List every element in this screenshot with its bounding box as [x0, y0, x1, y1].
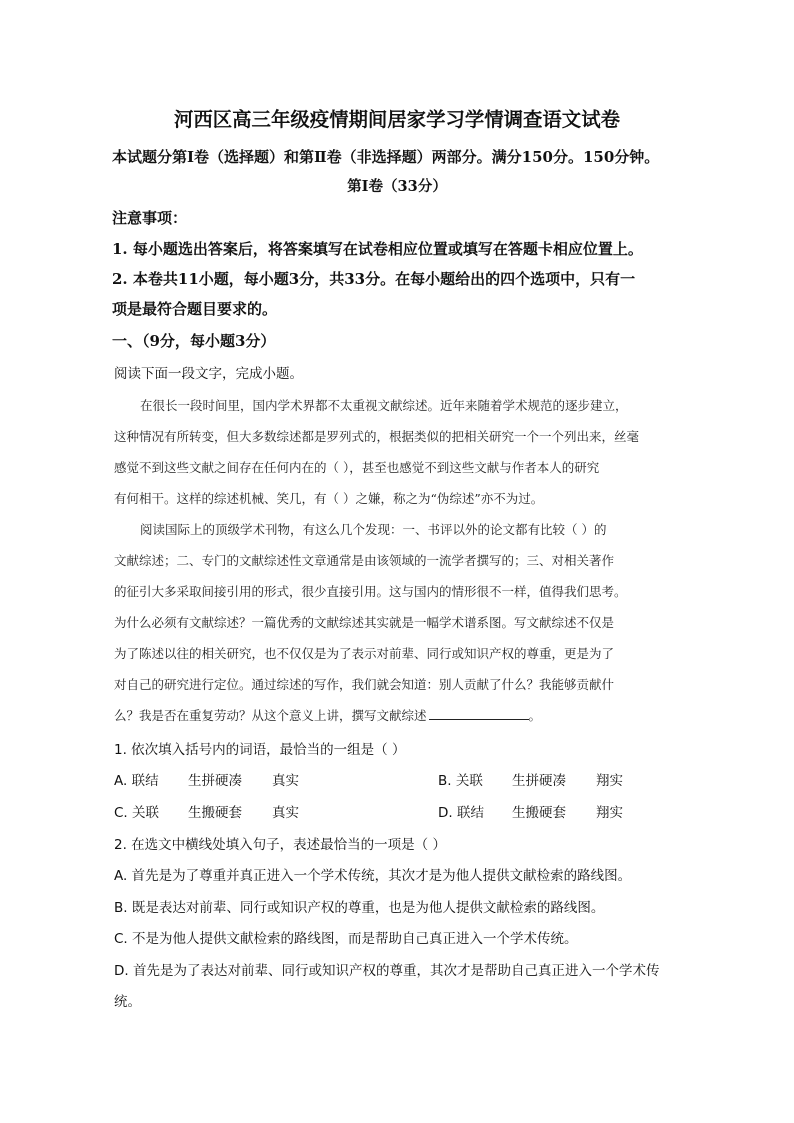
passage-line: 在很长一段时间里，国内学术界都不太重视文献综述。近年来随着学术规范的逐步建立， [140, 398, 628, 413]
passage-line: 感觉不到这些文献之间存在任何内在的（ ），甚至也感觉不到这些文献与作者本人的研究 [114, 460, 600, 475]
notice-heading: 注意事项： [112, 209, 188, 227]
q2-option-c: C. 不是为他人提供文献检索的路线图，而是帮助自己真正进入一个学术传统。 [114, 931, 578, 947]
passage-line: 的征引大多采取间接引用的形式，很少直接引用。这与国内的情形很不一样，值得我们思考。 [114, 584, 627, 599]
q2-option-d-line-2: 统。 [114, 994, 141, 1010]
q1-option-a-word-3: 真实 [272, 773, 299, 789]
q1-option-c-word-2: 生搬硬套 [188, 805, 242, 821]
notice-item-2-line-2: 项是最符合题目要求的。 [112, 300, 278, 318]
q1-option-d: D. 联结 [438, 805, 484, 821]
passage-line: 为什么必须有文献综述？一篇优秀的文献综述其实就是一幅学术谱系图。写文献综述不仅是 [114, 615, 615, 630]
volume-title: 第Ⅰ卷（33分） [347, 178, 447, 195]
notice-item-1: 1. 每小题选出答案后，将答案填写在试卷相应位置或填写在答题卡相应位置上。 [112, 240, 643, 258]
passage-line: 为了陈述以往的相关研究，也不仅仅是为了表示对前辈、同行或知识产权的尊重，更是为了 [114, 646, 615, 661]
q2-option-a: A. 首先是为了尊重并真正进入一个学术传统，其次才是为他人提供文献检索的路线图。 [114, 868, 632, 884]
section-heading: 一、（9分，每小题3分） [112, 332, 276, 350]
passage-line: 阅读国际上的顶级学术刊物，有这么几个发现：一、书评以外的论文都有比较（ ）的 [140, 522, 607, 537]
passage-line: 这种情况有所转变，但大多数综述都是罗列式的，根据类似的把相关研究一个一个列出来，丝毫 [114, 429, 640, 444]
passage-line: 文献综述；二、专门的文献综述性文章通常是由该领域的一流学者撰写的；三、对相关著作 [114, 553, 615, 568]
q1-option-d-word-3: 翔实 [596, 805, 623, 821]
question-1-stem: 1. 依次填入括号内的词语，最恰当的一组是（ ） [114, 742, 406, 758]
section-instruction: 阅读下面一段文字，完成小题。 [114, 366, 303, 382]
passage-line: 对自己的研究进行定位。通过综述的写作，我们就会知道：别人贡献了什么？我能够贡献什 [114, 677, 615, 692]
q2-option-d-line-1: D. 首先是为了表达对前辈、同行或知识产权的尊重，其次才是帮助自己真正进入一个学术传 [114, 963, 660, 979]
exam-subtitle: 本试题分第Ⅰ卷（选择题）和第Ⅱ卷（非选择题）两部分。满分150分。150分钟。 [112, 148, 660, 166]
q1-option-b: B. 关联 [438, 773, 483, 789]
q1-option-b-word-3: 翔实 [596, 773, 623, 789]
passage-line-text: 么？我是否在重复劳动？从这个意义上讲，撰写文献综述 [114, 708, 427, 723]
notice-item-2-line-1: 2. 本卷共11小题，每小题3分，共33分。在每小题给出的四个选项中，只有一 [112, 270, 636, 288]
answer-blank [429, 707, 529, 720]
page-title: 河西区高三年级疫情期间居家学习学情调查语文试卷 [174, 108, 620, 131]
q1-option-a: A. 联结 [114, 773, 159, 789]
passage-line-end: 。 [528, 708, 542, 723]
q2-option-b: B. 既是表达对前辈、同行或知识产权的尊重，也是为他人提供文献检索的路线图。 [114, 900, 605, 916]
q1-option-c-word-3: 真实 [272, 805, 299, 821]
passage-last-line [114, 706, 541, 724]
q1-option-d-word-2: 生搬硬套 [512, 805, 566, 821]
question-2-stem: 2. 在选文中横线处填入句子，表述最恰当的一项是（ ） [114, 837, 446, 853]
q1-option-b-word-2: 生拼硬凑 [512, 773, 566, 789]
q1-option-a-word-2: 生拼硬凑 [188, 773, 242, 789]
passage-line: 有何相干。这样的综述机械、笑几，有（ ）之嫌，称之为“伪综述”亦不为过。 [114, 491, 544, 506]
q1-option-c: C. 关联 [114, 805, 160, 821]
